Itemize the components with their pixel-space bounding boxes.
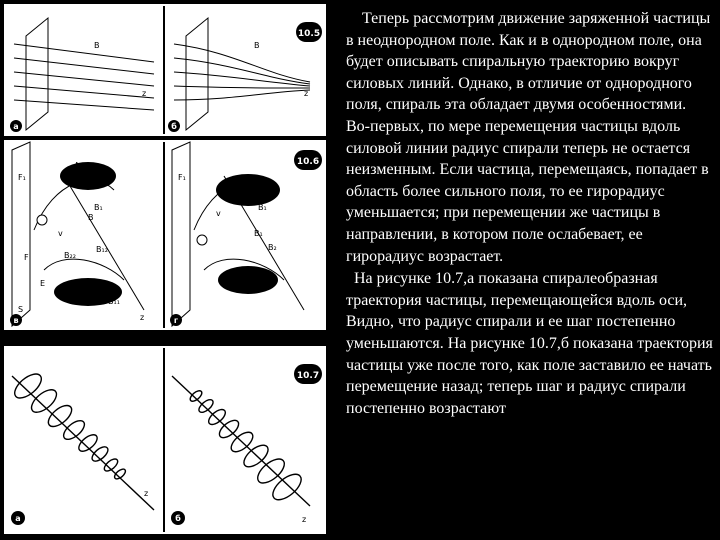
figure-number: 10.6: [296, 157, 320, 167]
label-b2: B₂: [268, 243, 277, 252]
sub-label-b: б: [175, 514, 181, 523]
label-b-center: B: [88, 213, 94, 222]
label-b1-upper: B₁: [258, 203, 267, 212]
label-b22: B₂₂: [64, 251, 76, 260]
sub-label-b: б: [171, 122, 177, 131]
label-f1-right: F₁: [178, 173, 186, 182]
label-b12: B₁₂: [96, 245, 108, 254]
axis-z-label-2: z: [304, 89, 309, 98]
label-b11: B₁₁: [108, 297, 120, 306]
vector-b-label-2: B: [254, 41, 260, 50]
paragraph-2: На рисунке 10.7,а показана спиралеобразная траектория частицы, перемещающейся вдоль оси, Видно, что радиус спирали и ее шаг постепенно уменьшаются. На рисунке 10.7,б показана траектория частицы уже после того, как поле заставило ее начать перемещение назад; теперь шаг и радиус спирали постепенно возрастают: [346, 270, 713, 417]
particle-force-diagram: [4, 140, 326, 330]
vector-b-label: B: [94, 41, 100, 50]
figure-number: 10.7: [296, 371, 320, 381]
body-text: [346, 8, 714, 419]
label-v-right: v: [216, 209, 221, 218]
field-lines-diagram: [4, 4, 326, 136]
label-v: v: [58, 229, 63, 238]
sub-label-a: а: [15, 514, 21, 523]
axis-z-label: z: [144, 489, 149, 498]
sub-label-v: в: [13, 316, 19, 325]
axis-z-label-2: z: [302, 515, 307, 524]
label-f1: F₁: [18, 173, 26, 182]
axis-z-label: z: [142, 89, 147, 98]
label-b1-right: B₁: [254, 229, 263, 238]
label-a: A: [74, 161, 80, 170]
label-b1: B₁: [94, 203, 103, 212]
spiral-trajectory-diagram: [4, 346, 326, 534]
sub-label-a: а: [13, 122, 19, 131]
sub-label-g: г: [173, 316, 179, 325]
figure-number: 10.5: [297, 29, 321, 39]
paragraph-1: Теперь рассмотрим движение заряженной частицы в неоднородном поле. Как и в однородном поле, она будет описывать спиральную траекторию вокруг силовых линий. Однако, в отличие от однородного поля, спираль эта обладает двумя особенностями. Во-первых, по мере перемещения частицы вдоль силовой линии радиус спирали теперь не остается неизменным. Если частица, перемещаясь, попадает в область более сильного поля, то ее гирорадиус уменьшается; при перемещении же частицы в направлении, в котором поле ослабевает, ее гирорадиус возрастает.: [346, 10, 711, 265]
label-e: E: [40, 279, 46, 288]
label-z: z: [140, 313, 145, 322]
figure-10-5: [4, 4, 326, 136]
label-b: B: [78, 283, 84, 292]
label-f: F: [24, 253, 29, 262]
figure-10-6: [4, 140, 326, 330]
figure-10-7: [4, 346, 326, 534]
label-s: S: [18, 305, 24, 314]
